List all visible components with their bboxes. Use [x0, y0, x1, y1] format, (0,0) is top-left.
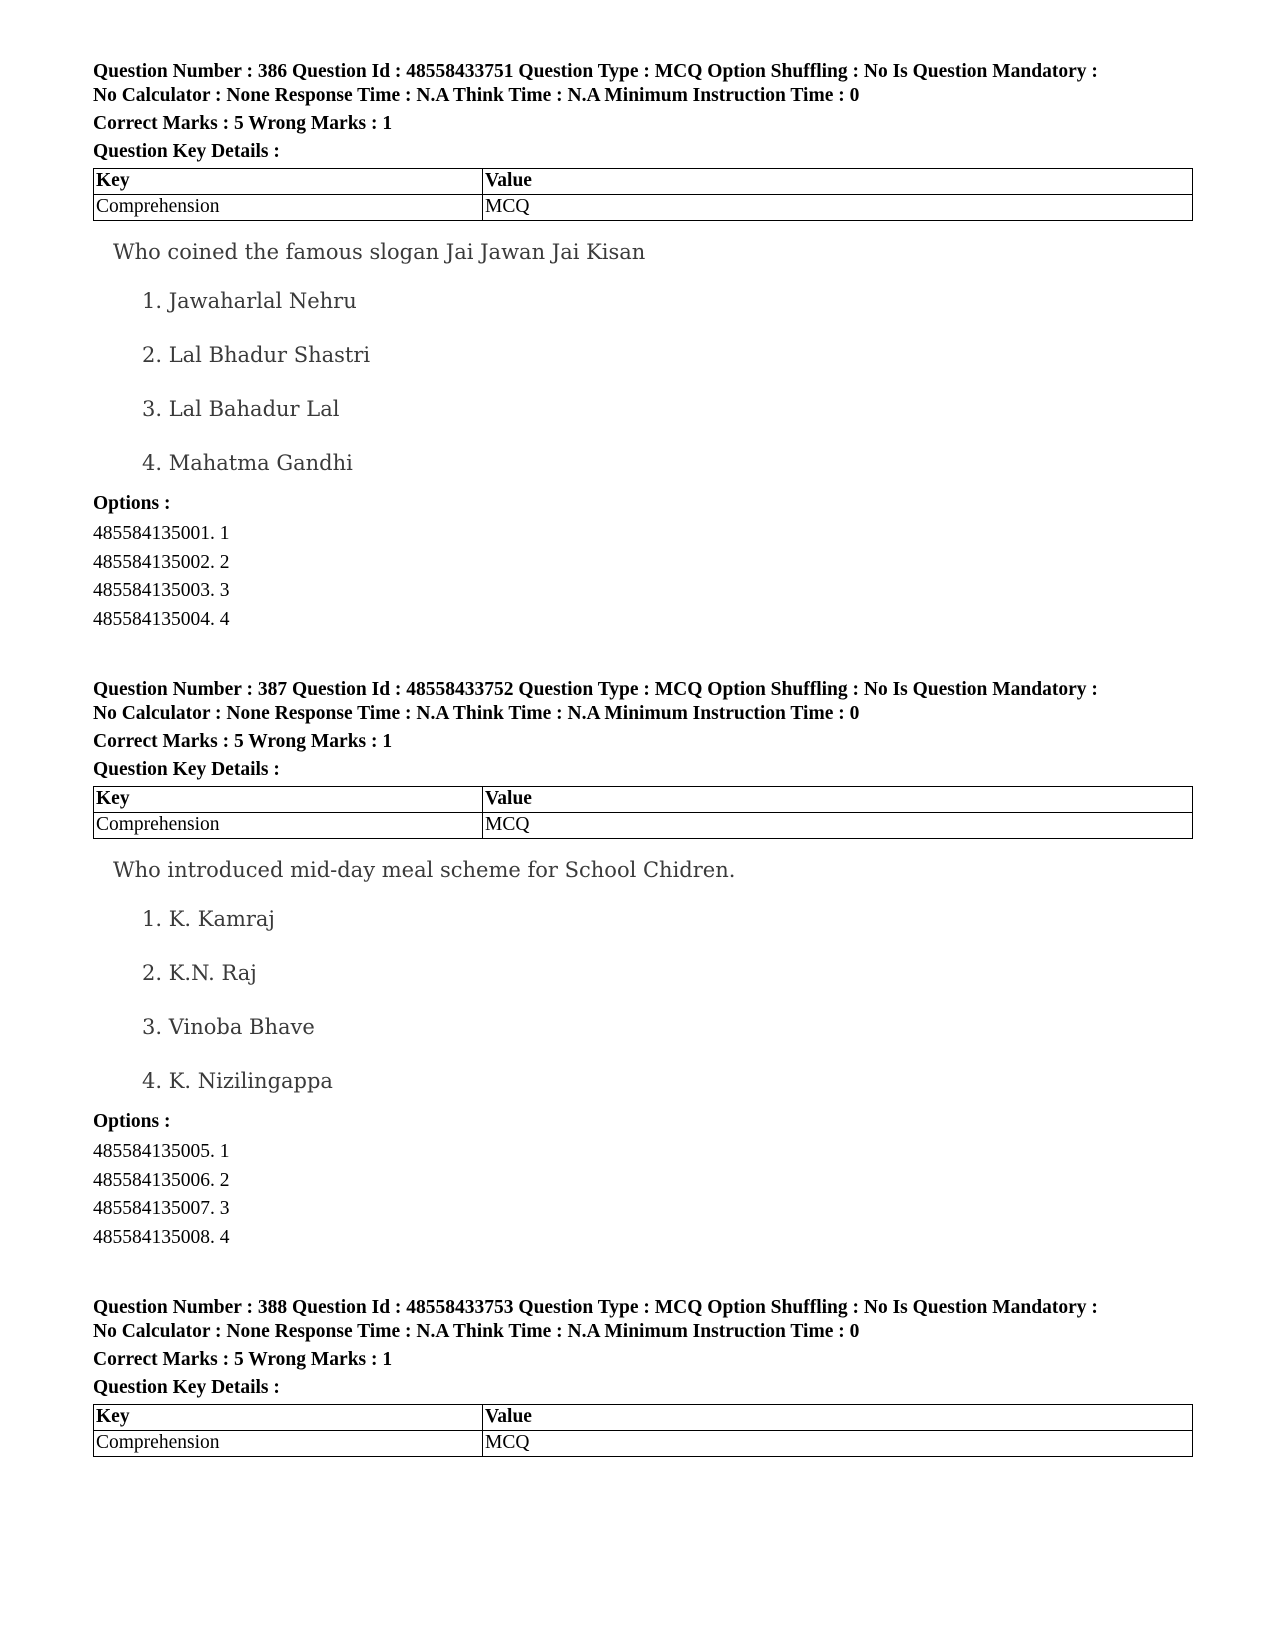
table-header-value: Value [483, 1405, 1193, 1431]
table-cell-value: MCQ [483, 1431, 1193, 1457]
question-text: Who introduced mid-day meal scheme for School Chidren. [113, 858, 736, 882]
question-meta-line-1: Question Number : 387 Question Id : 48558433752 Question Type : MCQ Option Shuffling : No Is Question Mandatory : [93, 679, 1098, 700]
question-block-386 [93, 60, 1193, 634]
table-cell-key: Comprehension [94, 195, 483, 221]
document-page [93, 60, 1193, 1497]
table-header-value: Value [483, 787, 1193, 813]
table-header-key: Key [94, 1405, 483, 1431]
option-row: 485584135004. 4 [93, 608, 230, 630]
option-row: 485584135007. 3 [93, 1198, 230, 1219]
table-row [94, 1431, 1193, 1457]
option-row: 485584135006. 2 [93, 1169, 230, 1191]
option-row: 485584135008. 4 [93, 1226, 230, 1248]
table-cell-value: MCQ [483, 813, 1193, 839]
marks-line: Correct Marks : 5 Wrong Marks : 1 [93, 1349, 393, 1370]
options-label: Options : [93, 1111, 171, 1132]
question-meta-line-1: Question Number : 386 Question Id : 48558433751 Question Type : MCQ Option Shuffling : No Is Question Mandatory : [93, 61, 1098, 82]
question-meta-line-2: No Calculator : None Response Time : N.A Think Time : N.A Minimum Instruction Time : 0 [93, 1321, 860, 1342]
table-row [94, 813, 1193, 839]
choice-4: 4. K. Nizilingappa [142, 1069, 333, 1093]
key-details-table [93, 1404, 1193, 1457]
option-row: 485584135003. 3 [93, 580, 230, 601]
question-image [113, 857, 1193, 1094]
question-image [113, 239, 1193, 476]
key-details-table [93, 168, 1193, 221]
question-meta-line-2: No Calculator : None Response Time : N.A Think Time : N.A Minimum Instruction Time : 0 [93, 703, 860, 724]
key-details-label: Question Key Details : [93, 759, 280, 780]
question-block-388 [93, 1296, 1193, 1457]
table-cell-key: Comprehension [94, 1431, 483, 1457]
table-header-value: Value [483, 169, 1193, 195]
table-header-key: Key [94, 169, 483, 195]
choice-2: 2. K.N. Raj [142, 961, 257, 985]
question-meta-line-2: No Calculator : None Response Time : N.A Think Time : N.A Minimum Instruction Time : 0 [93, 85, 860, 106]
question-meta-line-1: Question Number : 388 Question Id : 48558433753 Question Type : MCQ Option Shuffling : No Is Question Mandatory : [93, 1297, 1098, 1318]
key-details-label: Question Key Details : [93, 1377, 280, 1398]
choice-1: 1. K. Kamraj [142, 907, 275, 931]
table-header-row [94, 169, 1193, 195]
option-row: 485584135005. 1 [93, 1141, 230, 1162]
table-header-row [94, 1405, 1193, 1431]
table-cell-key: Comprehension [94, 813, 483, 839]
choice-3: 3. Lal Bahadur Lal [142, 397, 340, 421]
marks-line: Correct Marks : 5 Wrong Marks : 1 [93, 731, 393, 752]
choice-1: 1. Jawaharlal Nehru [142, 289, 357, 313]
choice-2: 2. Lal Bhadur Shastri [142, 343, 371, 367]
table-header-row [94, 787, 1193, 813]
option-row: 485584135001. 1 [93, 523, 230, 544]
table-row [94, 195, 1193, 221]
options-label: Options : [93, 493, 171, 514]
question-text: Who coined the famous slogan Jai Jawan Jai Kisan [113, 240, 646, 264]
option-row: 485584135002. 2 [93, 551, 230, 573]
table-cell-value: MCQ [483, 195, 1193, 221]
marks-line: Correct Marks : 5 Wrong Marks : 1 [93, 113, 393, 134]
table-header-key: Key [94, 787, 483, 813]
question-block-387 [93, 678, 1193, 1252]
key-details-table [93, 786, 1193, 839]
choice-4: 4. Mahatma Gandhi [142, 451, 353, 475]
key-details-label: Question Key Details : [93, 141, 280, 162]
choice-3: 3. Vinoba Bhave [142, 1015, 315, 1039]
